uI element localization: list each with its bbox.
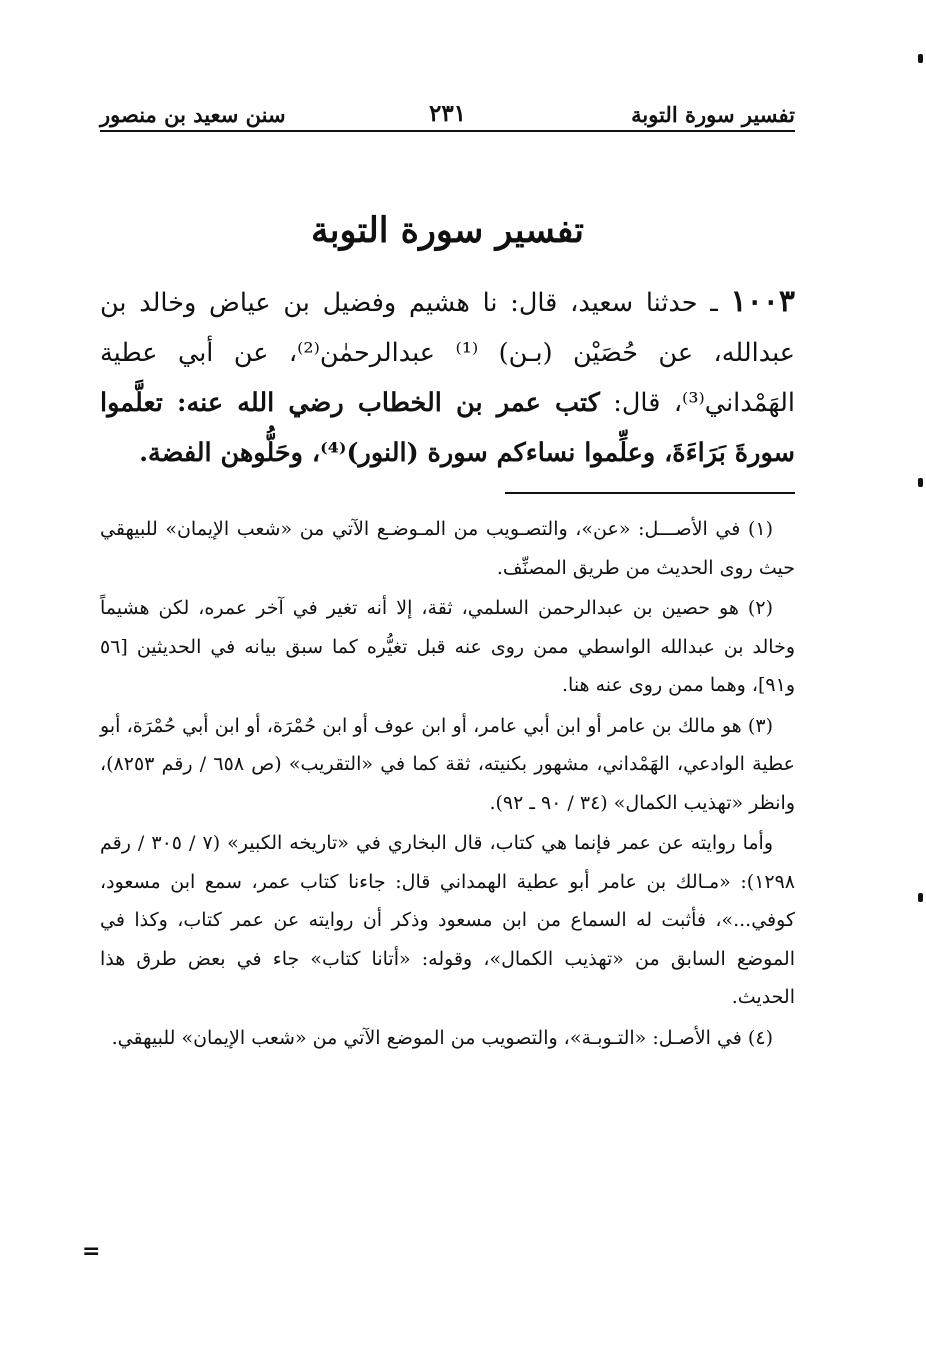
surah-title: تفسير سورة التوبة xyxy=(310,210,585,251)
footnote-3: (٣) هو مالك بن عامر أو ابن أبي عامر، أو ابن عوف أو ابن حُمْرَة، أو ابن أبي حُمْرَة، أبو عطية الوادعي، الهَمْداني، مشهور بكنيته، ثقة كما في «التقريب» (ص ٦٥٨ / رقم ٨٢٥٣)، وانظر «تهذيب الكمال» (٣٤ / ٩٠ ـ ٩٢). xyxy=(100,714,795,814)
continuation-mark: = xyxy=(82,1239,101,1264)
page-number: ٢٣١ xyxy=(428,100,467,127)
footnote-3-continued: وأما روايته عن عمر فإنما هي كتاب، قال البخاري في «تاريخه الكبير» (٧ / ٣٠٥ / رقم ١٢٩٨): «مـالك بن عامر أبو عطية الهمداني قال: جاءنا كتاب عمر، سمع ابن مسعود، كوفي...»، فأثبت له السماع من ابن مسعود وذكر أن روايته عن عمر كتاب، وكذا في الموضع السابق من «تهذيب الكمال»، وقوله: «أتانا كتاب» جاء في بعض طرق هذا الحديث. xyxy=(100,832,796,1008)
running-header xyxy=(100,96,795,132)
margin-mark xyxy=(918,54,923,63)
book-page xyxy=(100,96,795,1059)
footnote-separator xyxy=(505,492,795,494)
header-book-title: سنن سعيد بن منصور xyxy=(100,102,286,127)
hadith-number: ١٠٠٣ xyxy=(730,284,795,319)
margin-mark xyxy=(918,478,923,487)
footnotes xyxy=(100,510,795,1057)
footnote-2: (٢) هو حصين بن عبدالرحمن السلمي، ثقة، إلا أنه تغير في آخر عمره، لكن هشيماً وخالد بن عبدالله الواسطي ممن روى عنه قبل تغيُّره كما سبق بيانه في الحديثين [٥٦ و٩١]، وهما ممن روى عنه هنا. xyxy=(100,597,795,696)
hadith-text xyxy=(100,277,795,478)
header-surah-name: تفسير سورة التوبة xyxy=(631,102,795,127)
hadith-narration: ـ حدثنا سعيد، قال: نا هشيم وفضيل بن عياض وخالد بن عبدالله، عن حُصَيْن (بـن) ⁽¹⁾ عبدالرحمٰن⁽²⁾، عن أبي عطية الهَمْداني⁽³⁾، قال: xyxy=(100,288,795,418)
footnote-1: (١) في الأصـــل: «عن»، والتصـويب من المـوضـع الآتي من «شعب الإيمان» للبيهقي حيث روى الحديث من طريق المصنِّف. xyxy=(100,518,795,579)
footnote-4: (٤) في الأصـل: «التـوبـة»، والتصويب من الموضع الآتي من «شعب الإيمان» للبيهقي. xyxy=(111,1026,773,1049)
hadith-quote: كتب عمر بن الخطاب رضي الله عنه: تعلَّموا سورةَ بَرَاءَةَ، وعلِّموا نساءكم سورة (النور)⁽⁴⁾، وحَلُّوهن الفضة. xyxy=(100,388,795,468)
margin-mark xyxy=(918,893,923,902)
